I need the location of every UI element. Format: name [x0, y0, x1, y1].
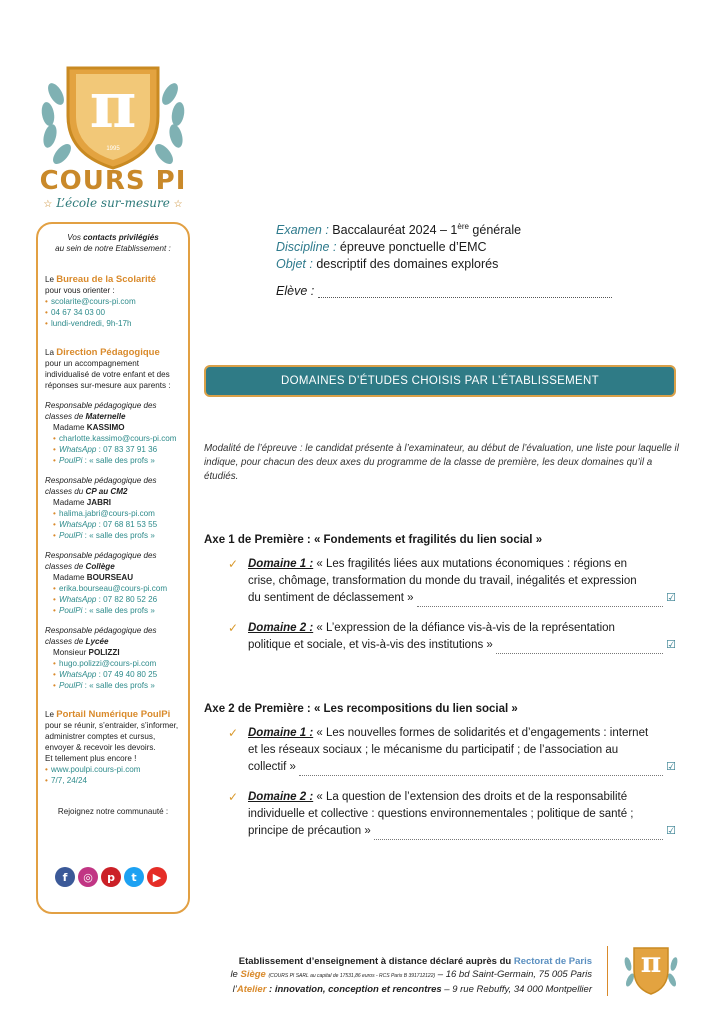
portail-link[interactable]: • www.poulpi.cours-pi.com — [45, 764, 181, 775]
logo-pi-letter: π — [89, 68, 137, 143]
contact-poulpi: • PoulPi : « salle des profs » — [53, 530, 181, 541]
exam-meta — [276, 218, 521, 273]
footer-logo-letter: π — [640, 946, 662, 979]
contact-email-link[interactable]: • halima.jabri@cours-pi.com — [53, 508, 181, 519]
eleve-field[interactable] — [276, 284, 612, 298]
contacts-sidebar — [36, 222, 190, 914]
portail-availability: • 7/7, 24/24 — [45, 775, 181, 786]
star-icon: ☆ — [43, 199, 53, 210]
checkbox-icon[interactable]: ☑ — [666, 639, 676, 651]
pinterest-icon[interactable]: p — [101, 867, 121, 887]
objet-line: Objet : descriptif des domaines explorés — [276, 257, 499, 272]
contact-poulpi: • PoulPi : « salle des profs » — [53, 455, 181, 466]
footer-divider — [607, 946, 608, 996]
portail-section: Le Portail Numérique PoulPi pour se réunir, s’entraider, s’informer, administrer comptes et cursus, envoyer & recevoir les devoirs. Et tellement plus encore ! • www.poulpi.cours-pi.com • 7/7, 24/24 — [45, 709, 181, 786]
brand-tagline: ☆ L’école sur-mesure ☆ — [43, 196, 183, 210]
brand-name: COURS PI — [39, 166, 187, 196]
checkmark-icon: ✓ — [228, 790, 239, 804]
star-icon: ☆ — [173, 199, 183, 210]
checkbox-icon[interactable]: ☑ — [666, 592, 676, 604]
contact-whatsapp: • WhatsApp : 07 49 40 80 25 — [53, 669, 181, 680]
eleve-label: Elève : — [276, 284, 315, 298]
contact-poulpi: • PoulPi : « salle des profs » — [53, 680, 181, 691]
axe-1-title: Axe 1 de Première : « Fondements et fragilités du lien social » — [204, 534, 543, 546]
axe-2-domaine-1: ✓ Domaine 1 : « Les nouvelles formes de solidarités et d’engagements : internet et les réseaux sociaux ; le mécanisme du participatif ; de l’association au collectif » ☑ — [228, 725, 676, 776]
logo-year: 1995 — [106, 146, 120, 152]
checkbox-icon[interactable]: ☑ — [666, 825, 676, 837]
axe-1-domaine-1: ✓ Domaine 1 : « Les fragilités liées aux mutations économiques : régions en crise, chômage, transformation du monde du travail, inégalités et expression du sentiment de déclassement » ☑ — [228, 556, 676, 607]
modalite-text: Modalité de l’épreuve : le candidat présente à l’examinateur, au début de l’évaluation, une liste pour laquelle il indique, pour chacun des deux axes du programme de la classe de première, les deux domaines qu’il a étudiés. — [204, 443, 679, 482]
checkmark-icon: ✓ — [228, 726, 239, 740]
contact-poulpi: • PoulPi : « salle des profs » — [53, 605, 181, 616]
contact-email-link[interactable]: • erika.bourseau@cours-pi.com — [53, 583, 181, 594]
discipline-line: Discipline : épreuve ponctuelle d’EMC — [276, 240, 487, 255]
social-icons — [55, 867, 167, 887]
youtube-icon[interactable]: ▶ — [147, 867, 167, 887]
axe-2-domaine-2: ✓ Domaine 2 : « La question de l’extension des droits et de la responsabilité individuelle et collective : questions environnementales ; politique de santé ; principe de précaution » ☑ — [228, 789, 676, 840]
checkmark-icon: ✓ — [228, 621, 239, 635]
checkmark-icon: ✓ — [228, 557, 239, 571]
contact-email-link[interactable]: • hugo.polizzi@cours-pi.com — [53, 658, 181, 669]
scolarite-email-link[interactable]: • scolarite@cours-pi.com — [45, 296, 181, 307]
scolarite-hours: • lundi-vendredi, 9h-17h — [45, 318, 181, 329]
instagram-icon[interactable]: ◎ — [78, 867, 98, 887]
examen-line: Examen : Baccalauréat 2024 – 1ère générale — [276, 222, 522, 238]
checkbox-icon[interactable]: ☑ — [666, 761, 676, 773]
contact-whatsapp: • WhatsApp : 07 83 37 91 36 — [53, 444, 181, 455]
footer-address: Etablissement d’enseignement à distance déclaré auprès du Rectorat de Paris le Siège (COURS PI SARL au capital de 17531,86 euros - RCS Paris B 391712122) – 16 bd Saint-Germain, 75 005 Paris l’Atelier : innovation, conception et rencontres – 9 rue Rebuffy, 34 000 Montpellier — [230, 956, 592, 995]
contact-whatsapp: • WhatsApp : 07 68 81 53 55 — [53, 519, 181, 530]
axe-2-title: Axe 2 de Première : « Les recompositions du lien social » — [204, 703, 518, 715]
eleve-dotted-line[interactable] — [318, 286, 612, 298]
direction-section: La Direction Pédagogique pour un accompagnement individualisé de votre enfant et des réponses sur-mesure aux parents : Responsable pédagogique des classes de Maternelle Madame KASSIMO • charlotte.kassimo@cours-pi.com • WhatsApp : 07 83 37 91 36 • PoulPi : « salle des profs » Responsable pédagogique des classes du CP au CM2 Madame JABRI • halima.jabri@cours-pi.com • WhatsApp : 07 68 81 53 55 • PoulPi : « salle des profs » Responsable pédagogique des classes de Collège Madame BOURSEAU • erika.bourseau@cours-pi.com • WhatsApp : 07 82 80 52 26 • PoulPi : « salle des profs » Responsable pédagogique des classes de Lycée Monsieur POLIZZI • hugo.polizzi@cours-pi.com • WhatsApp : 07 49 40 80 25 • PoulPi : « salle des profs » — [45, 347, 181, 691]
scolarite-section: Le Bureau de la Scolarité pour vous orienter : • scolarite@cours-pi.com • 04 67 34 03 00 • lundi-vendredi, 9h-17h — [45, 274, 181, 329]
axe-1-domaine-2: ✓ Domaine 2 : « L’expression de la défiance vis-à-vis de la représentation politique et sociale, et vis-à-vis des institutions » ☑ — [228, 620, 676, 654]
footer-logo — [620, 944, 682, 996]
join-community-text: Rejoignez notre communauté : — [57, 807, 169, 816]
scolarite-phone[interactable]: • 04 67 34 03 00 — [45, 307, 181, 318]
sidebar-intro: Vos contacts privilégiés au sein de notre Etablissement : — [55, 233, 171, 253]
section-banner: DOMAINES D’ÉTUDES CHOISIS PAR L’ÉTABLISSEMENT — [204, 365, 676, 397]
facebook-icon[interactable]: f — [55, 867, 75, 887]
contact-whatsapp: • WhatsApp : 07 82 80 52 26 — [53, 594, 181, 605]
twitter-icon[interactable]: t — [124, 867, 144, 887]
contact-email-link[interactable]: • charlotte.kassimo@cours-pi.com — [53, 433, 181, 444]
